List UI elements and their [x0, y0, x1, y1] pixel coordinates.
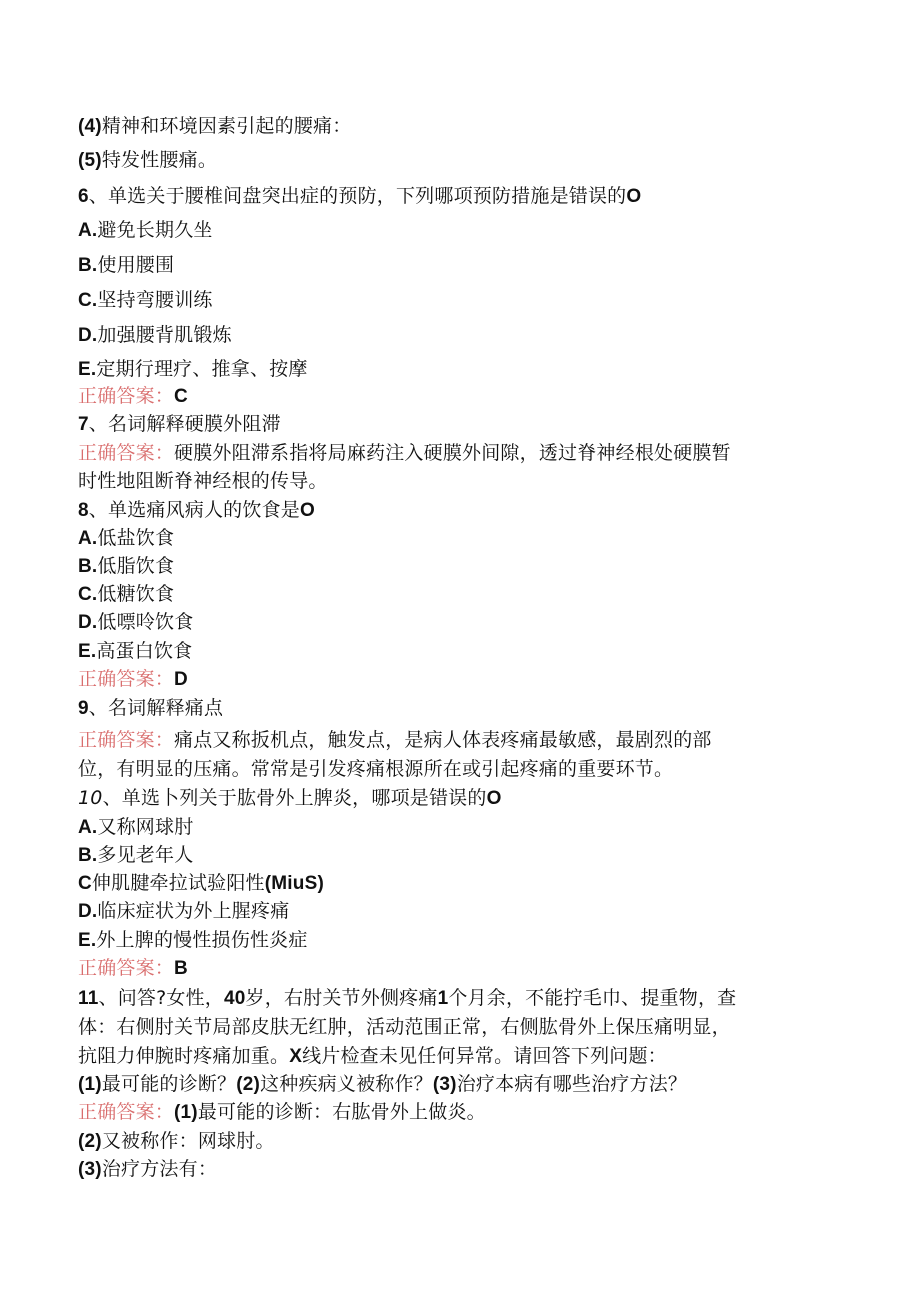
question-8-option-a: A.低盐饮食 — [78, 527, 175, 549]
question-6-option-e: E.定期行理疗、推拿、按摩 — [78, 358, 308, 380]
question-8-option-e: E.高蛋白饮食 — [78, 640, 193, 662]
question-11-line-2: 体：右侧肘关节局部皮肤无红肿，活动范围正常，右侧肱骨外上保压痛明显， — [78, 1016, 731, 1038]
question-11-line-1: 11、问答?女性，40岁，右肘关节外侧疼痛1个月余，不能拧毛巾、提重物，查 — [78, 987, 737, 1009]
question-7-stem: 7、名词解释硬膜外阻滞 — [78, 413, 281, 435]
question-10-stem: 10、单选卜列关于肱骨外上脾炎，哪项是错误的O — [78, 787, 502, 809]
question-10-option-c: C伸肌腱牵拉试验阳性(MiuS) — [78, 872, 324, 894]
question-11-line-4: (1)最可能的诊断？(2)这种疾病义被称作？(3)治疗本病有哪些治疗方法？ — [78, 1073, 688, 1095]
question-8-stem: 8、单选痛风病人的饮食是O — [78, 499, 315, 521]
question-8-option-c: C.低糖饮食 — [78, 583, 175, 605]
question-11-answer-line-1: 正确答案：(1)最可能的诊断：右肱骨外上做炎。 — [78, 1101, 486, 1123]
question-6-stem: 6、单选关于腰椎间盘突出症的预防，下列哪项预防措施是错误的O — [78, 185, 642, 207]
question-11-line-3: 抗阻力伸腕时疼痛加重。X线片检查未见任何异常。请回答下列问题： — [78, 1045, 667, 1067]
question-10-option-d: D.临床症状为外上腥疼痛 — [78, 900, 290, 922]
question-7-answer-line-2: 时性地阻断脊神经根的传导。 — [78, 470, 328, 492]
text-line-4: (4)精神和环境因素引起的腰痛： — [78, 115, 352, 137]
question-6-option-b: B.使用腰围 — [78, 254, 175, 276]
question-9-answer-line-1: 正确答案：痛点又称扳机点，触发点，是病人体表疼痛最敏感，最剧烈的部 — [78, 729, 712, 751]
question-10-option-a: A.又称网球肘 — [78, 816, 194, 838]
question-6-option-d: D.加强腰背肌锻炼 — [78, 324, 232, 346]
question-8-option-d: D.低嘌呤饮食 — [78, 611, 194, 633]
question-8-option-b: B.低脂饮食 — [78, 555, 175, 577]
question-10-answer: 正确答案：B — [78, 957, 188, 979]
question-7-answer-line-1: 正确答案：硬膜外阻滞系指将局麻药注入硬膜外间隙，透过脊神经根处硬膜暂 — [78, 442, 731, 464]
question-9-stem: 9、名词解释痛点 — [78, 697, 224, 719]
question-10-option-e: E.外上脾的慢性损伤性炎症 — [78, 929, 308, 951]
question-11-answer-line-2: (2)又被称作：网球肘。 — [78, 1130, 275, 1152]
question-6-option-a: A.避免长期久坐 — [78, 219, 213, 241]
text-line-5: (5)特发性腰痛。 — [78, 149, 218, 171]
question-6-option-c: C.坚持弯腰训练 — [78, 289, 213, 311]
question-8-answer: 正确答案：D — [78, 668, 188, 690]
question-10-option-b: B.多见老年人 — [78, 844, 194, 866]
question-9-answer-line-2: 位，有明显的压痛。常常是引发疼痛根源所在或引起疼痛的重要环节。 — [78, 758, 674, 780]
question-6-answer: 正确答案：C — [78, 385, 188, 407]
question-11-answer-line-3: (3)治疗方法有： — [78, 1158, 218, 1180]
